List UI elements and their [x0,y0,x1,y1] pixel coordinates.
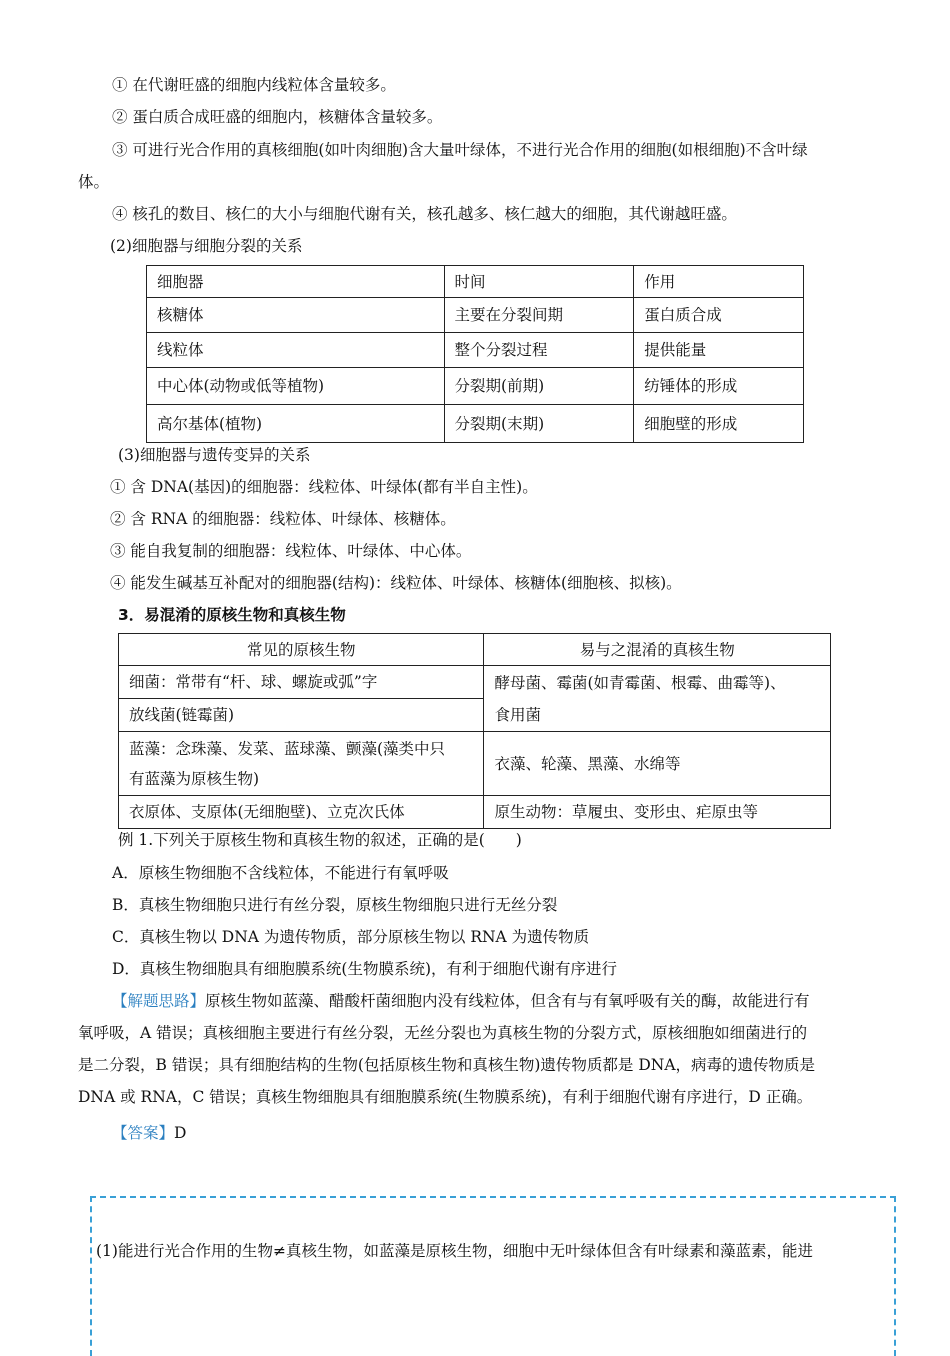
answer-tag: 【答案】 [112,1124,175,1142]
analysis-line: DNA 或 RNA，C 错误；真核生物细胞具有细胞膜系统(生物膜系统)，有利于细胞代谢有序进行，D 正确。 [78,1088,813,1106]
table-cell: 衣原体、支原体(无细胞壁)、立克次氏体 [119,796,484,829]
table-cell: 高尔基体(植物) [147,405,445,443]
paragraph-line: ③ 可进行光合作用的真核细胞(如叶肉细胞)含大量叶绿体，不进行光合作用的细胞(如根细胞)不含叶绿 [112,141,808,159]
list-item: ① 含 DNA(基因)的细胞器：线粒体、叶绿体(都有半自主性)。 [110,478,538,496]
table-row [147,333,804,368]
table-header: 易与之混淆的真核生物 [484,634,831,666]
table-cell: 蛋白质合成 [634,298,804,333]
analysis-line [112,990,810,1012]
cell-line: 酵母菌、霉菌(如青霉菌、根霉、曲霉等)、 [494,673,786,692]
paragraph-line: ① 在代谢旺盛的细胞内线粒体含量较多。 [112,76,396,94]
table-cell: 核糖体 [147,298,445,333]
table-row [147,405,804,443]
table-cell: 细胞壁的形成 [634,405,804,443]
list-item: ③ 能自我复制的细胞器：线粒体、叶绿体、中心体。 [110,542,472,560]
list-item: ② 含 RNA 的细胞器：线粒体、叶绿体、核糖体。 [110,510,456,528]
analysis-tag: 【解题思路】 [112,992,206,1010]
prokaryote-eukaryote-table [118,633,831,829]
table-row [119,796,831,829]
table-cell: 分裂期(前期) [444,368,634,405]
analysis-text: 原核生物如蓝藻、醋酸杆菌细胞内没有线粒体，但含有与有氧呼吸有关的酶，故能进行有 [205,992,810,1010]
table-cell: 原生动物：草履虫、变形虫、疟原虫等 [484,796,831,829]
option-b: B．真核生物细胞只进行有丝分裂，原核生物细胞只进行无丝分裂 [112,896,558,914]
section-heading: 3．易混淆的原核生物和真核生物 [118,606,346,624]
table-cell: 线粒体 [147,333,445,368]
table-row [119,666,831,699]
table-cell: 主要在分裂间期 [444,298,634,333]
cell-line: 有蓝藻为原核生物) [129,769,260,788]
option-d: D．真核生物细胞具有细胞膜系统(生物膜系统)，有利于细胞代谢有序进行 [112,960,618,978]
analysis-line: 氧呼吸，A 错误；真核细胞主要进行有丝分裂，无丝分裂也为真核生物的分裂方式，原核细胞如细菌进行的 [78,1024,808,1042]
answer-value: D [174,1124,187,1142]
table-cell [119,732,484,796]
table-cell [484,666,831,732]
table-header: 作用 [634,266,804,298]
option-c: C．真核生物以 DNA 为遗传物质，部分原核生物以 RNA 为遗传物质 [112,928,590,946]
table-row [119,732,831,796]
table-header: 常见的原核生物 [119,634,484,666]
list-item: ④ 能发生碱基互补配对的细胞器(结构)：线粒体、叶绿体、核糖体(细胞核、拟核)。 [110,574,682,592]
answer-line [112,1122,186,1144]
table-header-row [119,634,831,666]
table-cell: 提供能量 [634,333,804,368]
table-row [147,298,804,333]
table-cell: 放线菌(链霉菌) [119,699,484,732]
option-a: A．原核生物细胞不含线粒体，不能进行有氧呼吸 [112,864,449,882]
table-cell: 衣藻、轮藻、黑藻、水绵等 [484,732,831,796]
cell-line: 蓝藻：念珠藻、发菜、蓝球藻、颤藻(藻类中只 [129,739,446,758]
table-cell: 细菌：常带有“杆、球、螺旋或弧”字 [119,666,484,699]
table-cell: 分裂期(末期) [444,405,634,443]
table-header: 细胞器 [147,266,445,298]
table-header: 时间 [444,266,634,298]
analysis-line: 是二分裂，B 错误；具有细胞结构的生物(包括原核生物和真核生物)遗传物质都是 DNA，病毒的遗传物质是 [78,1056,816,1074]
note-line: (1)能进行光合作用的生物≠真核生物，如蓝藻是原核生物，细胞中无叶绿体但含有叶绿素和藻蓝素，能进 [96,1242,813,1260]
note-box [90,1196,896,1356]
section-title: (2)细胞器与细胞分裂的关系 [110,237,303,255]
paragraph-line: ② 蛋白质合成旺盛的细胞内，核糖体含量较多。 [112,108,443,126]
organelle-division-table [146,265,804,443]
table-row [147,368,804,405]
table-cell: 中心体(动物或低等植物) [147,368,445,405]
table-header-row [147,266,804,298]
paragraph-line: ④ 核孔的数目、核仁的大小与细胞代谢有关，核孔越多、核仁越大的细胞，其代谢越旺盛。 [112,205,737,223]
table-cell: 整个分裂过程 [444,333,634,368]
example-question: 例 1.下列关于原核生物和真核生物的叙述，正确的是( ) [118,831,522,849]
section-title: (3)细胞器与遗传变异的关系 [118,446,311,464]
cell-line: 食用菌 [494,705,541,724]
paragraph-line: 体。 [78,173,110,191]
table-cell: 纺锤体的形成 [634,368,804,405]
